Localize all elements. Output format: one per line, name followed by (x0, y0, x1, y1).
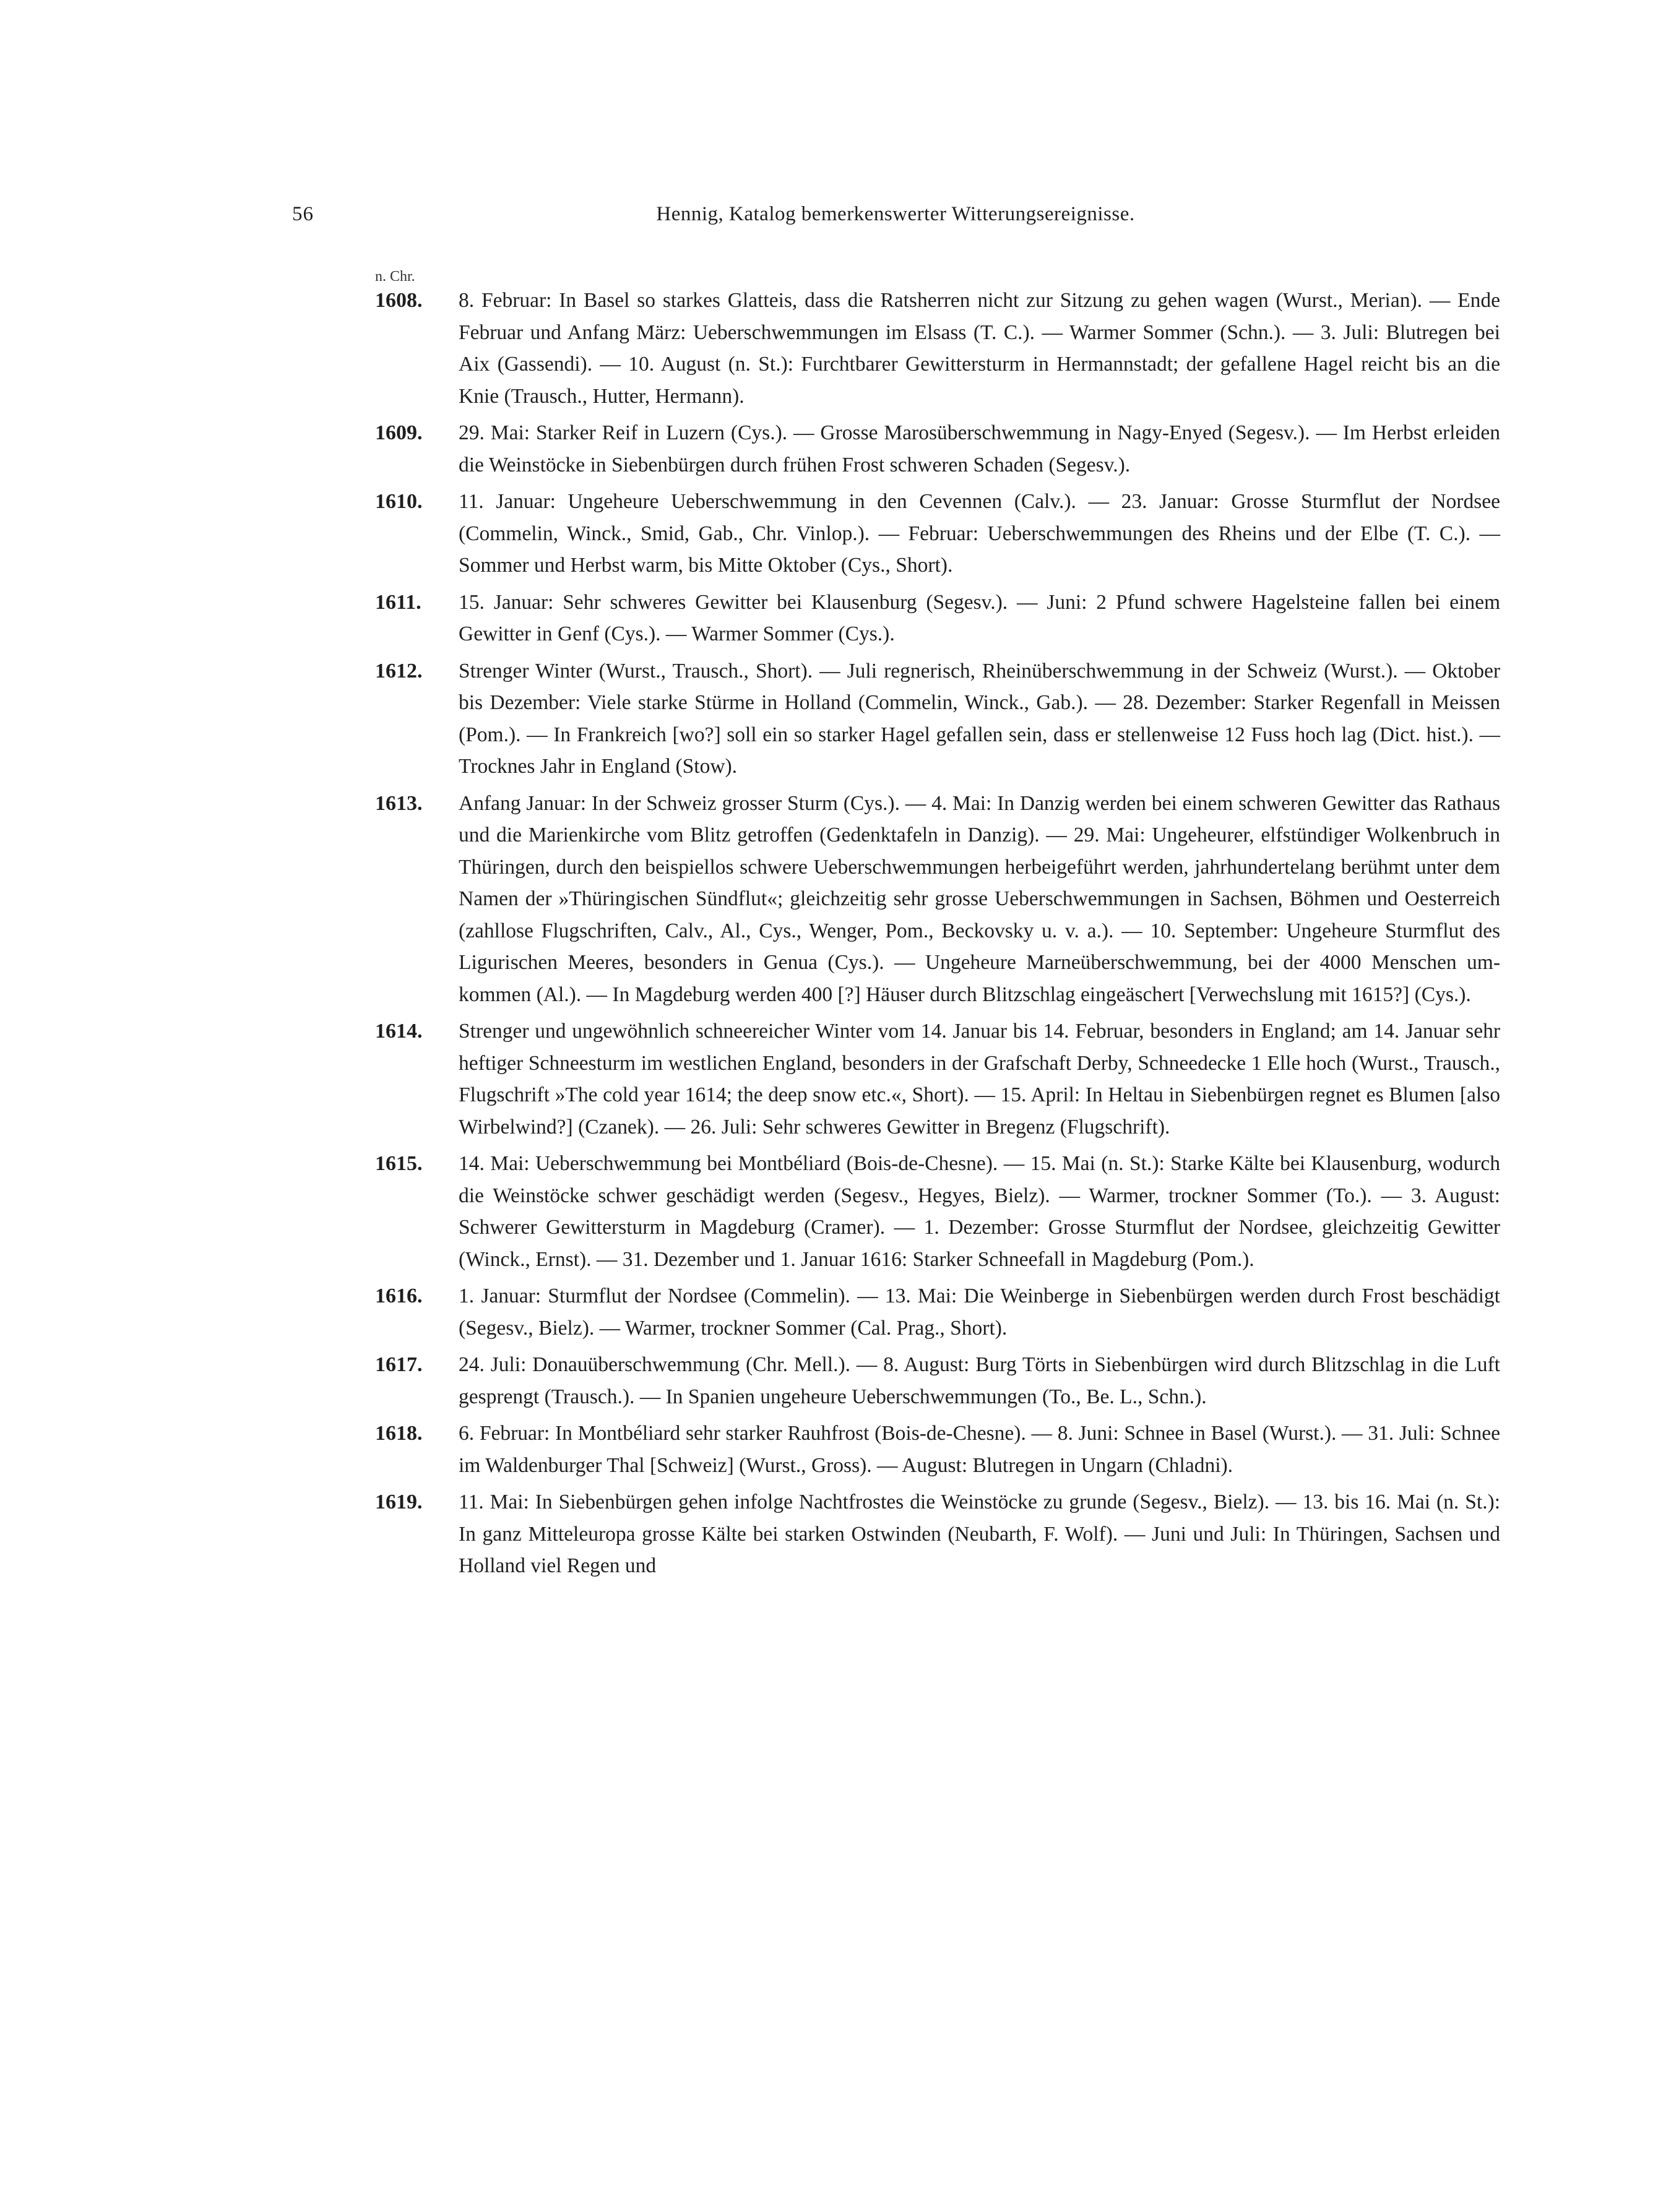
running-title: Hennig, Katalog bemerkenswerter Witterungsereignisse. (656, 203, 1135, 225)
entry-text: 14. Mai: Ueberschwemmung bei Montbéliard (Bois-de-Chesne). — 15. Mai (n. St.): Starke Kälte bei Klausenburg, wodurch die Weinstöcke schwer geschädigt werden (Segesv., Hegyes, Bielz). — Warmer, trockner Sommer (To.). — 3. August: Schwerer Gewittersturm in Magdeburg (Cramer). — 1. Dezember: Grosse Sturmflut der Nordsee, gleichzeitig Gewitter (Winck., Ernst). — 31. Dezember und 1. Januar 1616: Starker Schneefall in Magdeburg (Pom.). (459, 1152, 1500, 1271)
page-header (292, 203, 1499, 234)
entry-1608 (375, 285, 1500, 412)
entry-year: 1618. (375, 1422, 423, 1445)
entry-year: 1612. (375, 659, 423, 682)
entry-text: 29. Mai: Starker Reif in Luzern (Cys.). — Grosse Marosüberschwemmung in Nagy-Enyed (Segesv.). — Im Herbst erleiden die Weinstöcke in Siebenbürgen durch frühen Frost schweren Schaden (Segesv.). (459, 421, 1500, 476)
entry-1615 (375, 1148, 1500, 1275)
entry-text: 24. Juli: Donauüberschwemmung (Chr. Mell.). — 8. August: Burg Törts in Siebenbürgen wird durch Blitzschlag in die Luft gesprengt (Trausch.). — In Spanien ungeheure Ueberschwemmungen (To., Be. L., Schn.). (459, 1353, 1500, 1408)
entry-1609 (375, 417, 1500, 481)
entry-list (375, 285, 1500, 1587)
entry-1618 (375, 1418, 1500, 1481)
entry-year: 1616. (375, 1285, 423, 1307)
entry-year: 1617. (375, 1353, 423, 1376)
entry-text: 15. Januar: Sehr schweres Gewitter bei Klausenburg (Segesv.). — Juni: 2 Pfund schwere Hagelsteine fallen bei einem Gewitter in Genf (Cys.). — Warmer Sommer (Cys.). (459, 590, 1500, 645)
page-number: 56 (292, 203, 314, 225)
entry-year: 1608. (375, 289, 423, 312)
entry-text: Anfang Januar: In der Schweiz grosser Sturm (Cys.). — 4. Mai: In Danzig werden bei einem schweren Gewitter das Rathaus und die Marienkirche vom Blitz getroffen (Gedenktafeln in Danzig). — 29. Mai: Ungeheurer, elfstündiger Wolkenbruch in Thüringen, durch den beispiellos schwere Ueberschwemmungen herbeigeführt werden, jahrhundertelang berühmt unter dem Namen der »Thüringischen Sündflut«; gleichzeitig sehr grosse Ueberschwemmungen in Sachsen, Böhmen und Oesterreich (zahllose Flugschriften, Calv., Al., Cys., Wenger, Pom., Beckovsky u. v. a.). — 10. September: Ungeheure Sturmflut des Ligurischen Meeres, besonders in Genua (Cys.). — Ungeheure Marneüberschwemmung, bei der 4000 Menschen umkommen (Al.). — In Magdeburg werden 400 [?] Häuser durch Blitzschlag eingeäschert [Verwechslung mit 1615?] (Cys.). (459, 791, 1500, 1006)
entry-year: 1615. (375, 1152, 423, 1175)
entry-text: 1. Januar: Sturmflut der Nordsee (Commelin). — 13. Mai: Die Weinberge in Siebenbürgen werden durch Frost beschädigt (Segesv., Bielz). — Warmer, trockner Sommer (Cal. Prag., Short). (459, 1285, 1500, 1340)
entry-year: 1614. (375, 1020, 423, 1043)
era-label: n. Chr. (375, 269, 415, 285)
entry-text: Strenger Winter (Wurst., Trausch., Short). — Juli regnerisch, Rheinüberschwemmung in der Schweiz (Wurst.). — Oktober bis Dezember: Viele starke Stürme in Holland (Commelin, Winck., Gab.). — 28. Dezember: Starker Regenfall in Meissen (Pom.). — In Frankreich [wo?] soll ein so starker Hagel gefallen sein, dass er stellenweise 12 Fuss hoch lag (Dict. hist.). — Trocknes Jahr in England (Stow). (459, 659, 1500, 778)
entry-1613 (375, 788, 1500, 1011)
entry-text: 11. Januar: Ungeheure Ueberschwemmung in den Cevennen (Calv.). — 23. Januar: Grosse Sturmflut der Nordsee (Commelin, Winck., Smid, Gab., Chr. Vinlop.). — Februar: Ueberschwemmungen des Rheins und der Elbe (T. C.). — Sommer und Herbst warm, bis Mitte Oktober (Cys., Short). (459, 490, 1500, 577)
entry-year: 1619. (375, 1491, 423, 1513)
entry-1616 (375, 1280, 1500, 1344)
entry-text: 11. Mai: In Siebenbürgen gehen infolge Nachtfrostes die Weinstöcke zu grunde (Segesv., Bielz). — 13. bis 16. Mai (n. St.): In ganz Mitteleuropa grosse Kälte bei starken Ostwinden (Neubarth, F. Wolf). — Juni und Juli: In Thüringen, Sachsen und Holland viel Regen und (459, 1491, 1500, 1577)
entry-year: 1609. (375, 421, 423, 444)
entry-1612 (375, 655, 1500, 783)
entry-1614 (375, 1015, 1500, 1143)
entry-1611 (375, 587, 1500, 650)
entry-year: 1613. (375, 791, 423, 815)
entry-text: 8. Februar: In Basel so starkes Glatteis, dass die Ratsherren nicht zur Sitzung zu gehen wagen (Wurst., Merian). — Ende Februar und Anfang März: Ueberschwemmungen im Elsass (T. C.). — Warmer Sommer (Schn.). — 3. Juli: Blutregen bei Aix (Gassendi). — 10. August (n. St.): Furchtbarer Gewittersturm in Hermannstadt; der gefallene Hagel reicht bis an die Knie (Trausch., Hutter, Hermann). (459, 289, 1500, 408)
entry-text: 6. Februar: In Montbéliard sehr starker Rauhfrost (Bois-de-Chesne). — 8. Juni: Schnee in Basel (Wurst.). — 31. Juli: Schnee im Waldenburger Thal [Schweiz] (Wurst., Gross). — August: Blutregen in Ungarn (Chladni). (459, 1422, 1500, 1477)
entry-text: Strenger und ungewöhnlich schneereicher Winter vom 14. Januar bis 14. Februar, besonders in England; am 14. Januar sehr heftiger Schneesturm im westlichen England, besonders in der Grafschaft Derby, Schneedecke 1 Elle hoch (Wurst., Trausch., Flugschrift »The cold year 1614; the deep snow etc.«, Short). — 15. April: In Heltau in Siebenbürgen regnet es Blumen [also Wirbelwind?] (Czanek). — 26. Juli: Sehr schweres Gewitter in Bregenz (Flugschrift). (459, 1020, 1500, 1138)
entry-year: 1610. (375, 490, 423, 513)
entry-1617 (375, 1349, 1500, 1413)
entry-year: 1611. (375, 590, 421, 614)
entry-1610 (375, 486, 1500, 582)
entry-1619 (375, 1486, 1500, 1582)
